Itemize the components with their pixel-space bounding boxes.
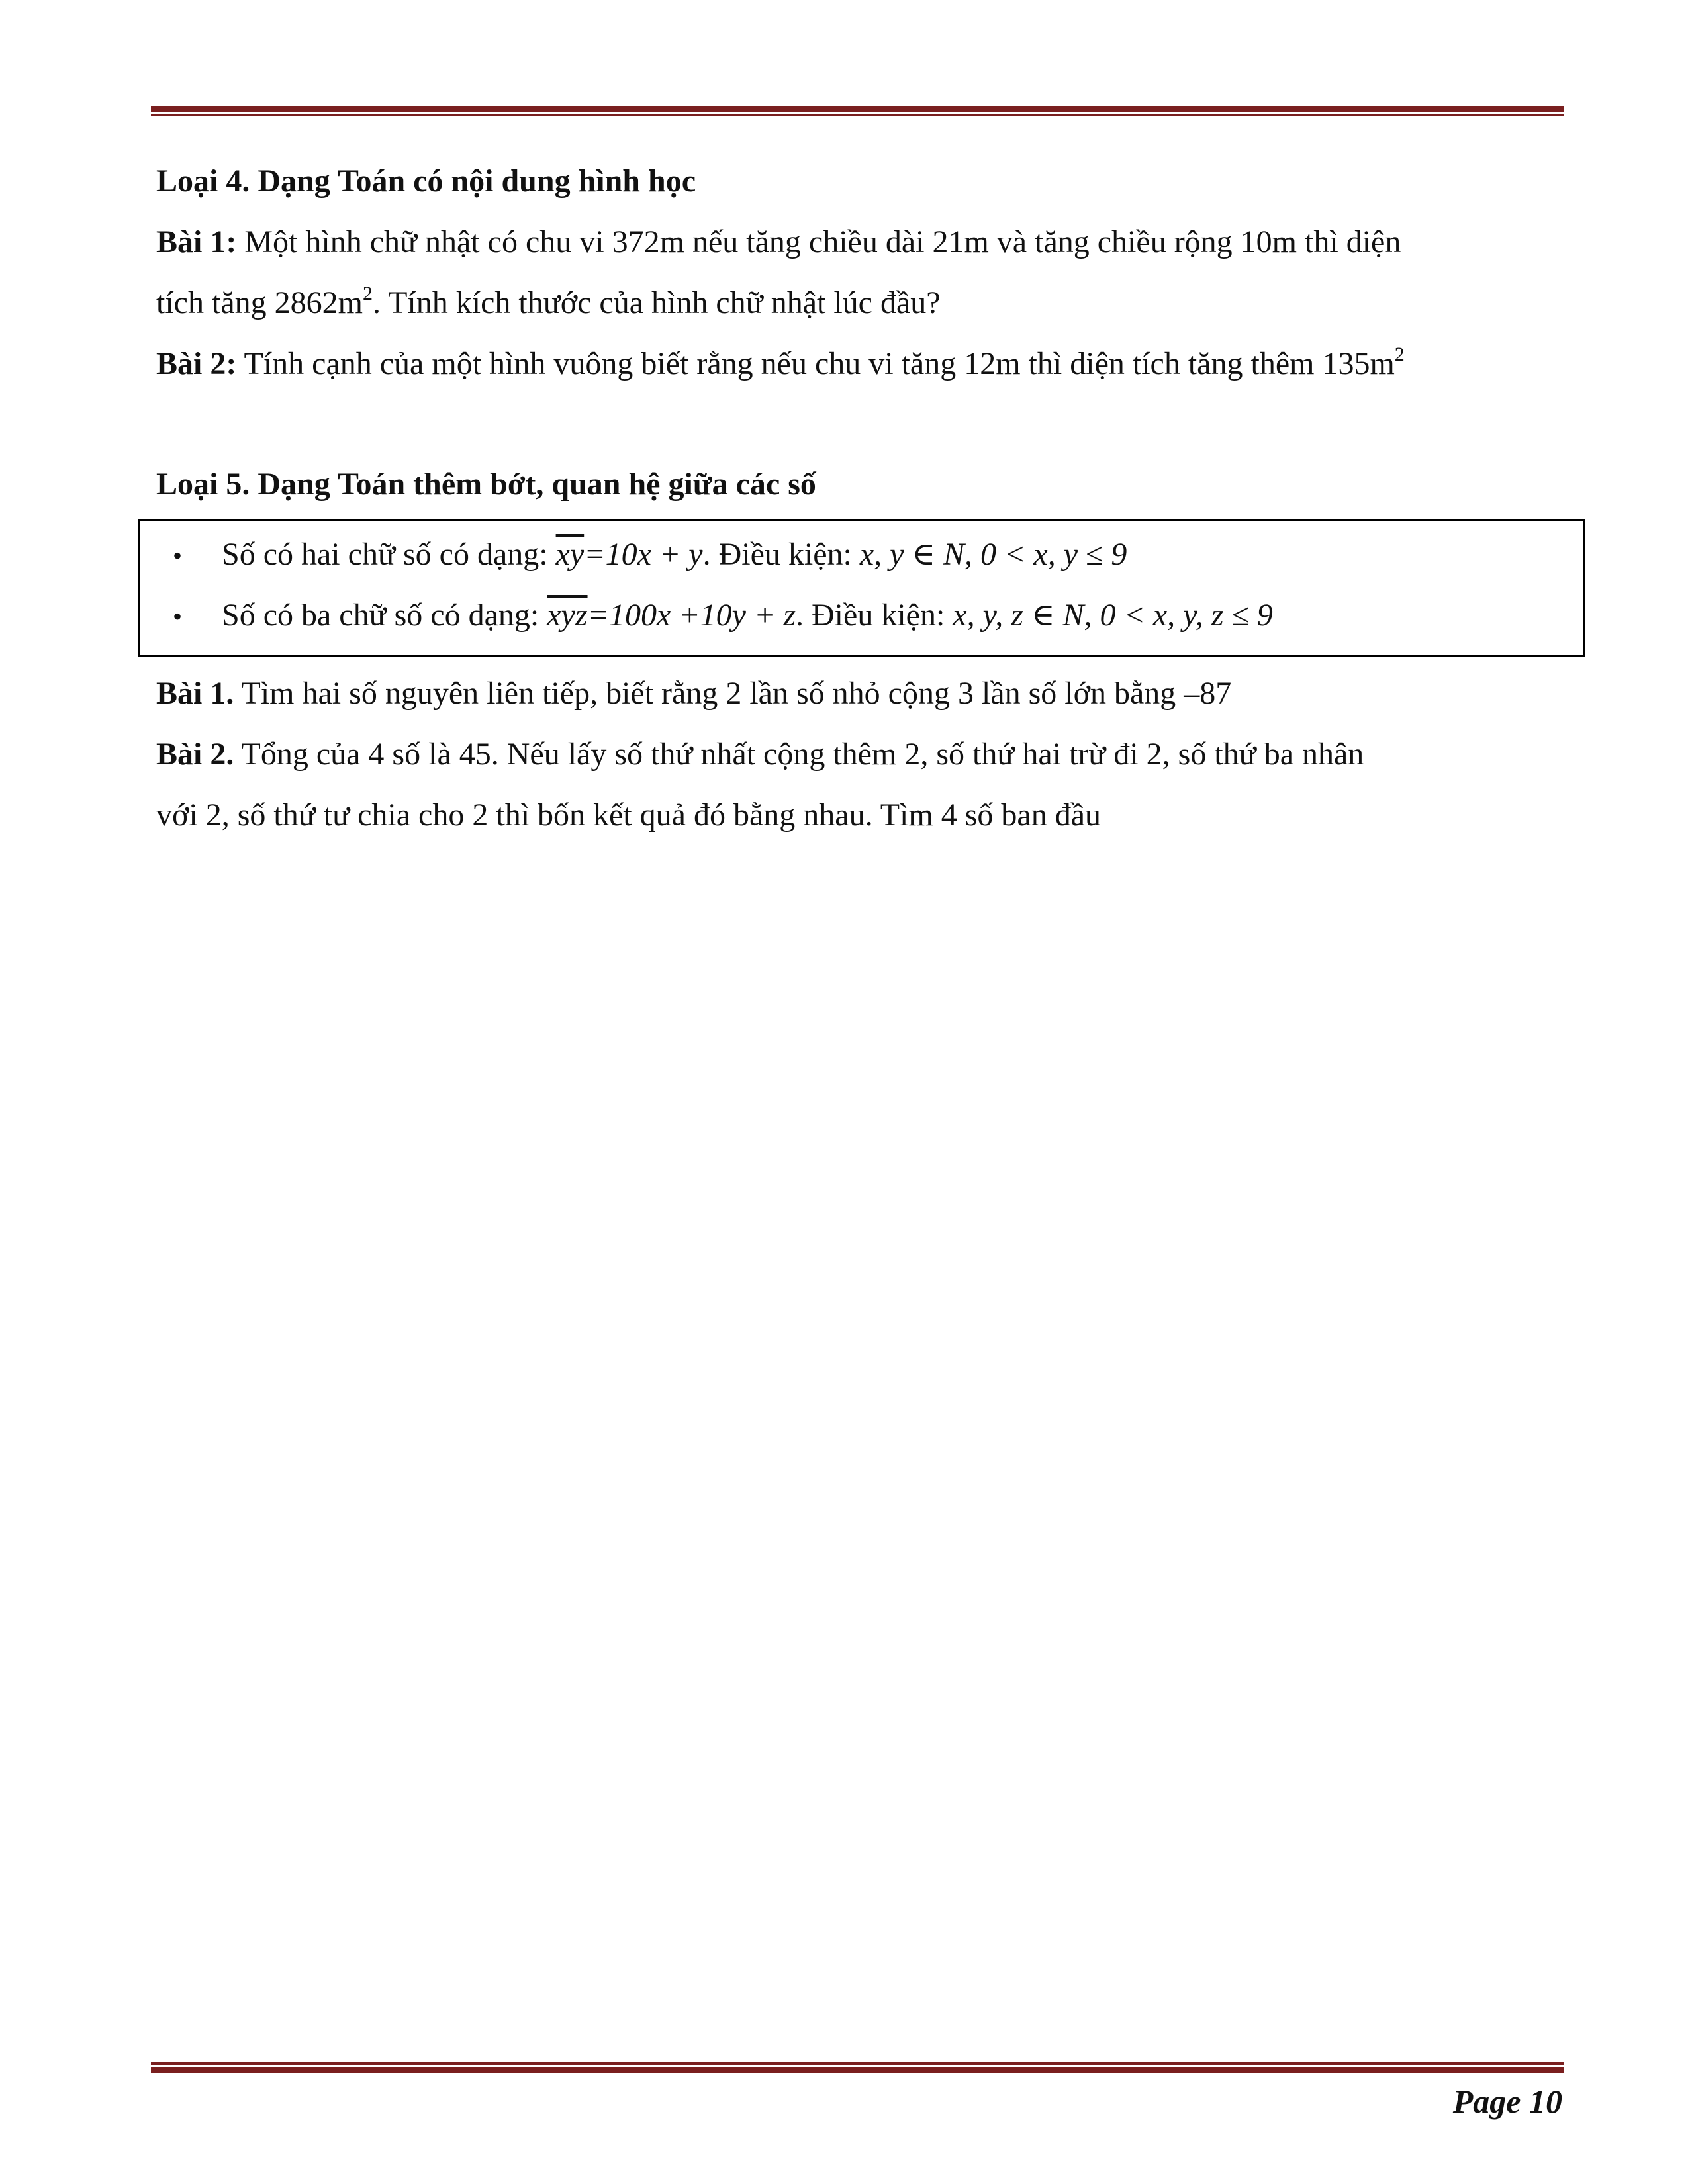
section4-bai2-text: Tính cạnh của một hình vuông biết rằng nếu chu vi tăng 12m thì diện tích tăng thêm 135m xyxy=(244,346,1395,381)
section4-bai1-text1: Một hình chữ nhật có chu vi 372m nếu tăng chiều dài 21m và tăng chiều rộng 10m thì diện xyxy=(244,224,1401,259)
section4-bai1-text2: tích tăng 2862m xyxy=(156,285,363,320)
header-rule-thin xyxy=(151,114,1564,116)
bullet-icon: • xyxy=(173,602,183,631)
box-item2-formula: =100x +10y + z xyxy=(587,598,796,633)
box-item2-cond: x, y, z ∈ N, 0 < x, y, z ≤ 9 xyxy=(953,598,1273,633)
header-rule-thick xyxy=(151,106,1564,112)
section4-bai2-label: Bài 2: xyxy=(156,346,237,381)
section5-bai2-label: Bài 2. xyxy=(156,737,234,772)
box-item1-formula: =10x + y xyxy=(584,537,703,572)
box-item1-cond: x, y ∈ N, 0 < x, y ≤ 9 xyxy=(859,537,1127,572)
box-item2-overline: $\overline{xyz}$ xyxy=(547,598,588,633)
section4-bai1-line1 xyxy=(156,212,1562,273)
section4-bai1-sup: 2 xyxy=(362,283,373,304)
box-item1-cond-label: . Điều kiện: xyxy=(702,537,852,572)
section4-bai1-label: Bài 1: xyxy=(156,224,237,259)
page-number: Page 10 xyxy=(1452,2083,1562,2120)
section5-bai2-line2: với 2, số thứ tư chia cho 2 thì bốn kết quả đó bằng nhau. Tìm 4 số ban đầu xyxy=(156,797,1101,833)
section5-bai1-label: Bài 1. xyxy=(156,676,234,711)
section4-title: Loại 4. Dạng Toán có nội dung hình học xyxy=(156,163,696,199)
box-item1-overline: $\overline{xy}$ xyxy=(555,537,585,572)
footer-rule-thick xyxy=(151,2067,1564,2073)
section5-title: Loại 5. Dạng Toán thêm bớt, quan hệ giữa các số xyxy=(156,467,816,502)
box-item2-text: Số có ba chữ số có dạng: xyxy=(222,598,539,633)
section4-bai1-text3: . Tính kích thước của hình chữ nhật lúc đầu? xyxy=(372,285,941,320)
box-item-two-digit xyxy=(140,525,1583,586)
section-gap xyxy=(156,394,1562,454)
header-rule xyxy=(151,106,1564,116)
footer-rule-thin xyxy=(151,2062,1564,2065)
definition-box xyxy=(138,519,1585,657)
section4-bai2 xyxy=(156,334,1562,394)
section4-bai1-line2 xyxy=(156,273,1562,334)
section5-bai1-text: Tìm hai số nguyên liên tiếp, biết rằng 2 lần số nhỏ cộng 3 lần số lớn bằng –87 xyxy=(241,676,1232,711)
box-item2-cond-label: . Điều kiện: xyxy=(796,598,945,633)
bullet-icon: • xyxy=(173,541,183,570)
section5-bai1 xyxy=(156,663,1562,724)
section5-bai2-text1: Tổng của 4 số là 45. Nếu lấy số thứ nhất cộng thêm 2, số thứ hai trừ đi 2, số thứ ba nhân xyxy=(241,737,1364,772)
section4-bai2-sup: 2 xyxy=(1394,343,1405,365)
footer-rule xyxy=(151,2062,1564,2073)
box-item1-text: Số có hai chữ số có dạng: xyxy=(222,537,548,572)
box-item-three-digit xyxy=(140,586,1583,647)
page-content xyxy=(156,151,1562,846)
section5-bai2-line1 xyxy=(156,724,1562,785)
